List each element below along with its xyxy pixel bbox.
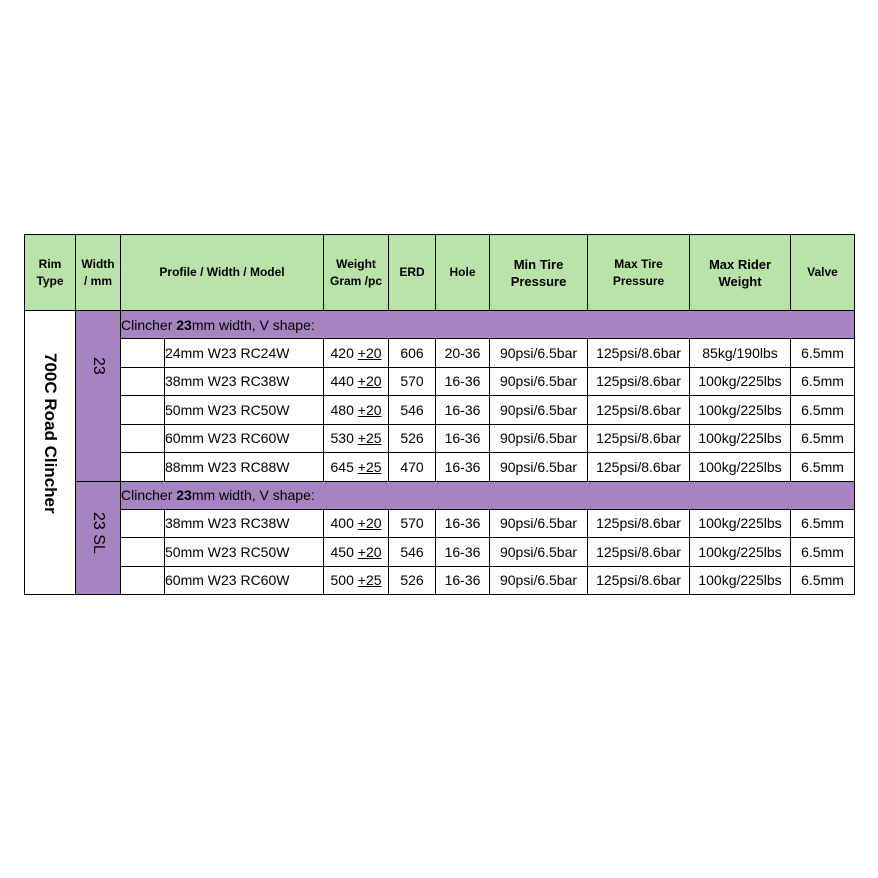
max-rider-cell: 100kg/225lbs bbox=[690, 566, 791, 595]
weight-cell bbox=[324, 424, 389, 453]
header-weight: Weight Gram /pc bbox=[324, 235, 389, 311]
blank-cell bbox=[121, 538, 165, 567]
table-row bbox=[25, 566, 855, 595]
max-rider-cell: 100kg/225lbs bbox=[690, 396, 791, 425]
weight-cell bbox=[324, 339, 389, 368]
weight-cell bbox=[324, 396, 389, 425]
model-cell: 38mm W23 RC38W bbox=[165, 509, 324, 538]
table-row bbox=[25, 509, 855, 538]
hole-cell: 16-36 bbox=[436, 396, 490, 425]
hole-cell: 16-36 bbox=[436, 566, 490, 595]
min-tire-cell: 90psi/6.5bar bbox=[490, 453, 588, 482]
max-tire-cell: 125psi/8.6bar bbox=[588, 339, 690, 368]
blank-cell bbox=[121, 424, 165, 453]
erd-cell: 470 bbox=[389, 453, 436, 482]
max-rider-cell: 85kg/190lbs bbox=[690, 339, 791, 368]
max-rider-cell: 100kg/225lbs bbox=[690, 367, 791, 396]
valve-cell: 6.5mm bbox=[791, 339, 855, 368]
table-body bbox=[25, 311, 855, 595]
weight-cell bbox=[324, 453, 389, 482]
table-row bbox=[25, 538, 855, 567]
weight-cell bbox=[324, 509, 389, 538]
valve-cell: 6.5mm bbox=[791, 424, 855, 453]
weight-tolerance: +20 bbox=[357, 515, 382, 532]
max-rider-cell: 100kg/225lbs bbox=[690, 538, 791, 567]
weight-tolerance: +25 bbox=[357, 572, 382, 589]
valve-cell: 6.5mm bbox=[791, 396, 855, 425]
group-title-prefix: Clincher bbox=[121, 487, 177, 503]
valve-cell: 6.5mm bbox=[791, 367, 855, 396]
hole-cell: 16-36 bbox=[436, 367, 490, 396]
header-rim-type: Rim Type bbox=[25, 235, 76, 311]
weight-cell bbox=[324, 566, 389, 595]
group-title-prefix: Clincher bbox=[121, 316, 177, 333]
min-tire-cell: 90psi/6.5bar bbox=[490, 339, 588, 368]
valve-cell: 6.5mm bbox=[791, 509, 855, 538]
max-tire-cell: 125psi/8.6bar bbox=[588, 424, 690, 453]
erd-cell: 526 bbox=[389, 424, 436, 453]
header-profile: Profile / Width / Model bbox=[121, 235, 324, 311]
min-tire-cell: 90psi/6.5bar bbox=[490, 367, 588, 396]
min-tire-cell: 90psi/6.5bar bbox=[490, 424, 588, 453]
erd-cell: 546 bbox=[389, 538, 436, 567]
weight-value: 645 bbox=[330, 458, 358, 475]
header-max-rider: Max Rider Weight bbox=[690, 235, 791, 311]
weight-tolerance: +20 bbox=[357, 344, 382, 361]
model-cell: 60mm W23 RC60W bbox=[165, 566, 324, 595]
header-row bbox=[25, 235, 855, 311]
erd-cell: 606 bbox=[389, 339, 436, 368]
blank-cell bbox=[121, 566, 165, 595]
valve-cell: 6.5mm bbox=[791, 538, 855, 567]
weight-tolerance: +25 bbox=[357, 430, 382, 447]
header-min-tire: Min Tire Pressure bbox=[490, 235, 588, 311]
blank-cell bbox=[121, 453, 165, 482]
min-tire-cell: 90psi/6.5bar bbox=[490, 509, 588, 538]
width-cell bbox=[76, 481, 121, 595]
table-row bbox=[25, 424, 855, 453]
group-title bbox=[121, 311, 855, 339]
header-width: Width / mm bbox=[76, 235, 121, 311]
max-tire-cell: 125psi/8.6bar bbox=[588, 566, 690, 595]
header-valve: Valve bbox=[791, 235, 855, 311]
blank-cell bbox=[121, 339, 165, 368]
group-title-suffix: mm width, V shape: bbox=[191, 487, 315, 503]
erd-cell: 570 bbox=[389, 509, 436, 538]
min-tire-cell: 90psi/6.5bar bbox=[490, 538, 588, 567]
spec-table bbox=[24, 234, 855, 595]
group-title-suffix: mm width, V shape: bbox=[191, 316, 315, 333]
rim-type-cell bbox=[25, 311, 76, 595]
table-row bbox=[25, 396, 855, 425]
min-tire-cell: 90psi/6.5bar bbox=[490, 396, 588, 425]
weight-cell bbox=[324, 538, 389, 567]
header-max-tire: Max Tire Pressure bbox=[588, 235, 690, 311]
model-cell: 24mm W23 RC24W bbox=[165, 339, 324, 368]
erd-cell: 526 bbox=[389, 566, 436, 595]
width-label: 23 SL bbox=[90, 511, 107, 554]
table-row bbox=[25, 453, 855, 482]
max-tire-cell: 125psi/8.6bar bbox=[588, 538, 690, 567]
max-rider-cell: 100kg/225lbs bbox=[690, 424, 791, 453]
max-tire-cell: 125psi/8.6bar bbox=[588, 396, 690, 425]
model-cell: 50mm W23 RC50W bbox=[165, 396, 324, 425]
group-header-row bbox=[25, 311, 855, 339]
weight-tolerance: +20 bbox=[357, 401, 382, 418]
table-row bbox=[25, 339, 855, 368]
valve-cell: 6.5mm bbox=[791, 453, 855, 482]
table-row bbox=[25, 367, 855, 396]
min-tire-cell: 90psi/6.5bar bbox=[490, 566, 588, 595]
erd-cell: 570 bbox=[389, 367, 436, 396]
erd-cell: 546 bbox=[389, 396, 436, 425]
max-tire-cell: 125psi/8.6bar bbox=[588, 509, 690, 538]
hole-cell: 16-36 bbox=[436, 453, 490, 482]
header-hole: Hole bbox=[436, 235, 490, 311]
weight-cell bbox=[324, 367, 389, 396]
blank-cell bbox=[121, 396, 165, 425]
model-cell: 60mm W23 RC60W bbox=[165, 424, 324, 453]
header-erd: ERD bbox=[389, 235, 436, 311]
weight-value: 450 bbox=[330, 543, 358, 560]
group-title bbox=[121, 481, 855, 509]
hole-cell: 16-36 bbox=[436, 424, 490, 453]
model-cell: 38mm W23 RC38W bbox=[165, 367, 324, 396]
weight-value: 480 bbox=[330, 401, 358, 418]
width-label: 23 bbox=[90, 357, 107, 375]
weight-value: 420 bbox=[330, 344, 358, 361]
hole-cell: 16-36 bbox=[436, 509, 490, 538]
weight-value: 400 bbox=[330, 515, 358, 532]
hole-cell: 16-36 bbox=[436, 538, 490, 567]
weight-value: 530 bbox=[330, 430, 358, 447]
width-cell bbox=[76, 311, 121, 482]
valve-cell: 6.5mm bbox=[791, 566, 855, 595]
max-rider-cell: 100kg/225lbs bbox=[690, 453, 791, 482]
weight-value: 440 bbox=[330, 373, 358, 390]
max-tire-cell: 125psi/8.6bar bbox=[588, 367, 690, 396]
weight-tolerance: +20 bbox=[357, 543, 382, 560]
rim-type-label: 700C Road Clincher bbox=[41, 353, 60, 514]
model-cell: 50mm W23 RC50W bbox=[165, 538, 324, 567]
hole-cell: 20-36 bbox=[436, 339, 490, 368]
group-title-width: 23 bbox=[176, 487, 192, 503]
weight-tolerance: +25 bbox=[357, 458, 382, 475]
max-rider-cell: 100kg/225lbs bbox=[690, 509, 791, 538]
weight-tolerance: +20 bbox=[357, 373, 382, 390]
group-title-width: 23 bbox=[176, 316, 192, 333]
blank-cell bbox=[121, 509, 165, 538]
model-cell: 88mm W23 RC88W bbox=[165, 453, 324, 482]
weight-value: 500 bbox=[330, 572, 358, 589]
blank-cell bbox=[121, 367, 165, 396]
max-tire-cell: 125psi/8.6bar bbox=[588, 453, 690, 482]
group-header-row bbox=[25, 481, 855, 509]
